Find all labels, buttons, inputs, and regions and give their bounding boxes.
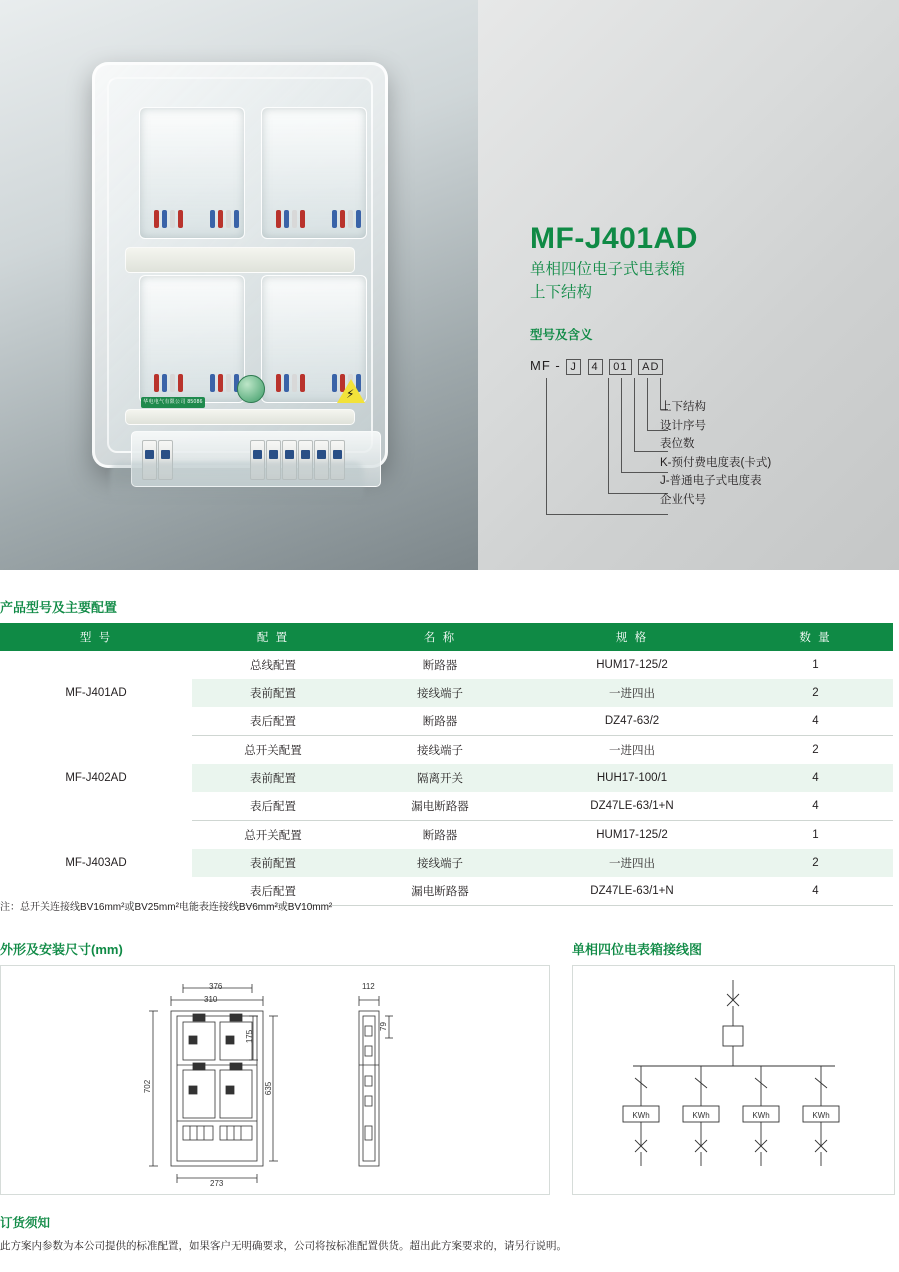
hero-banner — [0, 0, 899, 570]
dim-depth-small: 79 — [378, 1022, 388, 1031]
header-config: 配 置 — [192, 623, 354, 651]
wiring-meter-label-4: KWh — [812, 1111, 830, 1120]
footer-text: 此方案内参数为本公司提供的标准配置，如果客户无明确要求，公司将按标准配置供货。超出此方案要求的，请另行说明。 — [0, 1240, 567, 1252]
cell-config-2-1: 表前配置 — [192, 849, 354, 877]
wiring-section-title: 单相四位电表箱接线图 — [572, 942, 703, 957]
dim-top-inner: 310 — [204, 995, 218, 1004]
cell-spec-1-1: HUH17-100/1 — [526, 764, 738, 792]
brand-label — [141, 397, 205, 408]
code-dash: - — [555, 358, 561, 373]
header-name: 名 称 — [354, 623, 526, 651]
footer-title: 订货须知 — [0, 1216, 51, 1230]
code-meaning-heading: 型号及含义 — [530, 328, 593, 342]
cell-config-1-2: 表后配置 — [192, 792, 354, 821]
photo-reflection — [110, 462, 364, 502]
code-segment-3: 01 — [609, 359, 631, 375]
cell-qty-0-2: 4 — [738, 707, 893, 736]
product-subtitle-line2: 上下结构 — [530, 284, 593, 301]
cell-spec-1-2: DZ47LE-63/1+N — [526, 792, 738, 821]
cell-qty-2-0: 1 — [812, 829, 819, 841]
cell-name-0-0: 断路器 — [422, 660, 458, 672]
cell-config-1-1: 表前配置 — [192, 764, 354, 792]
wire-group-2 — [270, 210, 358, 228]
cell-spec-0-1: 一进四出 — [526, 679, 738, 707]
dimension-drawing-panel — [0, 965, 550, 1195]
code-segment-1: J — [566, 359, 581, 375]
cell-spec-2-2: DZ47LE-63/1+N — [526, 877, 738, 906]
code-legend-item-2: 表位数 — [660, 438, 695, 450]
cell-qty-1-0: 2 — [812, 744, 819, 756]
header-spec: 规 格 — [526, 623, 738, 651]
wiring-meter-label-3: KWh — [752, 1111, 770, 1120]
wire-group-1 — [148, 210, 236, 228]
wiring-meter-label-1: KWh — [632, 1111, 650, 1120]
cell-config-0-2: 表后配置 — [192, 707, 354, 736]
cell-spec-2-1: 一进四出 — [526, 849, 738, 877]
config-section-title: 产品型号及主要配置 — [0, 600, 118, 615]
cell-model-0: MF-J401AD — [65, 687, 127, 700]
dimension-section-title: 外形及安装尺寸(mm) — [0, 942, 123, 957]
cell-name-1-1: 隔离开关 — [354, 764, 526, 792]
cell-qty-0-1: 2 — [738, 679, 893, 707]
cell-name-2-2: 漏电断路器 — [354, 877, 526, 906]
dim-bottom: 273 — [210, 1179, 224, 1188]
product-subtitle — [530, 258, 685, 304]
cell-config-2-0: 总开关配置 — [244, 830, 302, 842]
lock-knob — [237, 375, 265, 403]
cell-qty-0-0: 1 — [812, 659, 819, 671]
dim-side-depth: 112 — [362, 982, 375, 991]
cell-qty-1-1: 4 — [738, 764, 893, 792]
code-segment-4: AD — [638, 359, 663, 375]
code-prefix: MF — [530, 358, 551, 373]
cell-model-1: MF-J402AD — [65, 772, 127, 784]
product-subtitle-line1: 单相四位电子式电表箱 — [530, 261, 686, 278]
cell-name-1-0: 接线端子 — [417, 745, 463, 757]
cell-qty-1-2: 4 — [738, 792, 893, 821]
code-legend-item-4: J-普通电子式电度表 — [660, 475, 762, 487]
dim-top-outer: 376 — [209, 982, 223, 991]
table-row — [0, 821, 893, 850]
table-row — [0, 651, 893, 679]
brand-label-text: 华电电气有限公司 85086 — [143, 399, 203, 405]
code-legend-item-0: 上下结构 — [660, 401, 706, 413]
warning-triangle-icon — [337, 379, 365, 403]
header-qty: 数 量 — [738, 623, 893, 651]
code-legend-item-5: 企业代号 — [660, 493, 706, 506]
cell-name-1-2: 漏电断路器 — [354, 792, 526, 821]
table-note: 注：总开关连接线BV16mm²或BV25mm²电能表连接线BV6mm²或BV10mm² — [0, 902, 333, 913]
wiring-diagram-panel — [572, 965, 895, 1195]
cell-name-2-0: 断路器 — [422, 830, 458, 842]
cell-spec-1-0: 一进四出 — [609, 745, 655, 757]
cell-spec-0-0: HUM17-125/2 — [596, 659, 668, 671]
product-photo-panel — [0, 0, 478, 570]
cell-spec-2-0: HUM17-125/2 — [596, 829, 668, 841]
wiring-meter-label-2: KWh — [692, 1111, 710, 1120]
cell-name-0-2: 断路器 — [354, 707, 526, 736]
table-row — [0, 736, 893, 765]
cell-config-2-2: 表后配置 — [192, 877, 354, 906]
code-legend-item-1: 设计序号 — [660, 419, 706, 432]
code-leader-lines — [530, 372, 670, 517]
cell-name-2-1: 接线端子 — [354, 849, 526, 877]
code-legend-item-3: K-预付费电度表(卡式) — [660, 456, 772, 469]
meter-slot-2 — [261, 107, 367, 239]
cell-name-0-1: 接线端子 — [354, 679, 526, 707]
cell-config-0-0: 总线配置 — [250, 660, 296, 672]
meter-slot-1 — [139, 107, 245, 239]
meter-box-inner — [107, 77, 373, 453]
product-model-title: MF-J401AD — [530, 222, 698, 255]
meter-slot-3 — [139, 275, 245, 403]
configuration-table — [0, 623, 893, 906]
divider-rail-upper — [125, 247, 355, 273]
dim-height-outer: 702 — [143, 1079, 153, 1094]
cell-config-1-0: 总开关配置 — [244, 745, 302, 757]
wire-group-3 — [148, 374, 236, 392]
code-legend-list — [660, 398, 771, 509]
cell-model-2: MF-J403AD — [65, 857, 127, 869]
dim-height-inner: 635 — [264, 1081, 274, 1096]
table-header-row — [0, 623, 893, 651]
cell-qty-2-2: 4 — [738, 877, 893, 906]
divider-rail-lower — [125, 409, 355, 425]
wiring-diagram — [573, 966, 892, 1192]
cell-qty-2-1: 2 — [738, 849, 893, 877]
header-model: 型 号 — [0, 623, 192, 651]
dim-upper-height: 175 — [245, 1029, 255, 1044]
product-photo — [92, 62, 382, 482]
code-segment-2: 4 — [588, 359, 603, 375]
cell-config-0-1: 表前配置 — [192, 679, 354, 707]
meter-box-enclosure — [92, 62, 388, 468]
cell-spec-0-2: DZ47-63/2 — [526, 707, 738, 736]
dimension-drawing — [1, 966, 547, 1192]
